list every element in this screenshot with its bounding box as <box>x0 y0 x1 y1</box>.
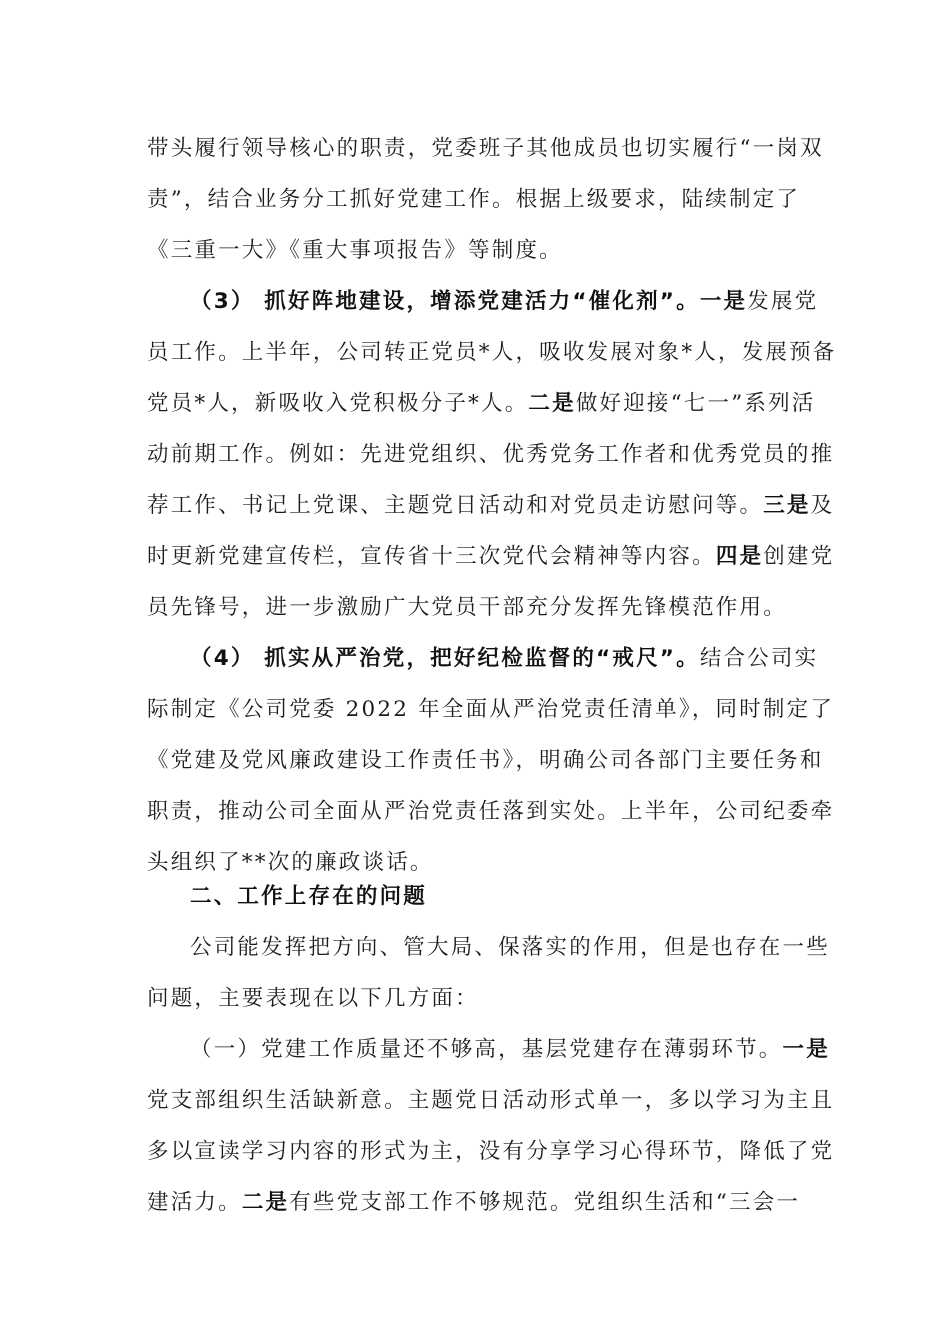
text-segment: 结合公司实 <box>699 646 819 671</box>
text-line <box>147 797 834 827</box>
text-segment: 员工作。上半年，公司转正党员*人，吸收发展对象*人，发展预备 <box>147 340 837 365</box>
bold-text-segment: 二是 <box>241 1190 290 1215</box>
text-line <box>147 1188 800 1218</box>
text-segment: 党员*人，新吸收入党积极分子*人。 <box>147 391 529 416</box>
bold-text-segment: 四是 <box>715 544 764 569</box>
bold-text-segment: （4） 抓实从严治党，把好纪检监督的“戒尺”。 <box>190 646 700 671</box>
bold-text-segment: 二是 <box>528 391 576 416</box>
text-segment: 员先锋号，进一步激励广大党员干部充分发挥先锋模范作用。 <box>147 595 787 620</box>
text-segment: 及 <box>810 493 835 518</box>
text-line <box>147 1137 834 1167</box>
text-segment: 公司能发挥把方向、管大局、保落实的作用，但是也存在一些 <box>190 935 830 960</box>
text-segment: 建活力。 <box>147 1190 242 1215</box>
text-line <box>147 491 834 521</box>
text-line <box>190 882 427 912</box>
text-line <box>190 287 818 317</box>
text-line <box>147 1086 834 1116</box>
text-segment: 动前期工作。例如：先进党组织、优秀党务工作者和优秀党员的推 <box>147 442 835 467</box>
bold-text-segment: 三是 <box>763 493 811 518</box>
text-segment: 头组织了**次的廉政谈话。 <box>147 850 434 875</box>
text-segment: 有些党支部工作不够规范。党组织生活和“三会一 <box>289 1190 801 1215</box>
bold-text-segment: 一是 <box>699 289 748 314</box>
bold-text-segment: 一是 <box>782 1037 830 1062</box>
text-segment: 际制定《公司党委 2022 年全面从严治党责任清单》，同时制定了 <box>147 697 835 722</box>
text-segment: 荐工作、书记上党课、主题党日活动和对党员走访慰问等。 <box>147 493 764 518</box>
text-line <box>147 338 837 368</box>
text-line <box>190 1035 830 1065</box>
text-segment: 责”，结合业务分工抓好党建工作。根据上级要求，陆续制定了 <box>147 187 801 212</box>
text-line <box>147 542 834 572</box>
text-segment: 时更新党建宣传栏，宣传省十三次党代会精神等内容。 <box>147 544 716 569</box>
text-line <box>147 695 834 725</box>
text-segment: 做好迎接“七一”系列活 <box>575 391 816 416</box>
bold-text-segment: 二、工作上存在的问题 <box>190 884 428 909</box>
text-line <box>147 389 816 419</box>
text-line <box>147 236 563 266</box>
text-segment: 创建党 <box>763 544 835 569</box>
text-segment: 职责，推动公司全面从严治党责任落到实处。上半年，公司纪委牵 <box>147 799 835 824</box>
text-segment: 《党建及党风廉政建设工作责任书》，明确公司各部门主要任务和 <box>147 748 824 773</box>
text-line <box>190 644 818 674</box>
text-segment: 带头履行领导核心的职责，党委班子其他成员也切实履行“一岗双 <box>147 136 824 161</box>
text-line <box>147 440 834 470</box>
text-line <box>147 984 479 1014</box>
text-segment: 发展党 <box>747 289 819 314</box>
text-line <box>190 933 830 963</box>
text-segment: 问题，主要表现在以下几方面： <box>147 986 479 1011</box>
text-line <box>147 185 800 215</box>
text-segment: 党支部组织生活缺新意。主题党日活动形式单一，多以学习为主且 <box>147 1088 835 1113</box>
text-line <box>147 848 434 878</box>
bold-text-segment: （3） 抓好阵地建设，增添党建活力“催化剂”。 <box>190 289 700 314</box>
text-line <box>147 746 824 776</box>
text-segment: 多以宣读学习内容的形式为主，没有分享学习心得环节，降低了党 <box>147 1139 835 1164</box>
text-line <box>147 593 787 623</box>
text-segment: 《三重一大》《重大事项报告》等制度。 <box>147 238 563 263</box>
text-segment: （一）党建工作质量还不够高，基层党建存在薄弱环节。 <box>190 1037 783 1062</box>
text-line <box>147 134 824 164</box>
